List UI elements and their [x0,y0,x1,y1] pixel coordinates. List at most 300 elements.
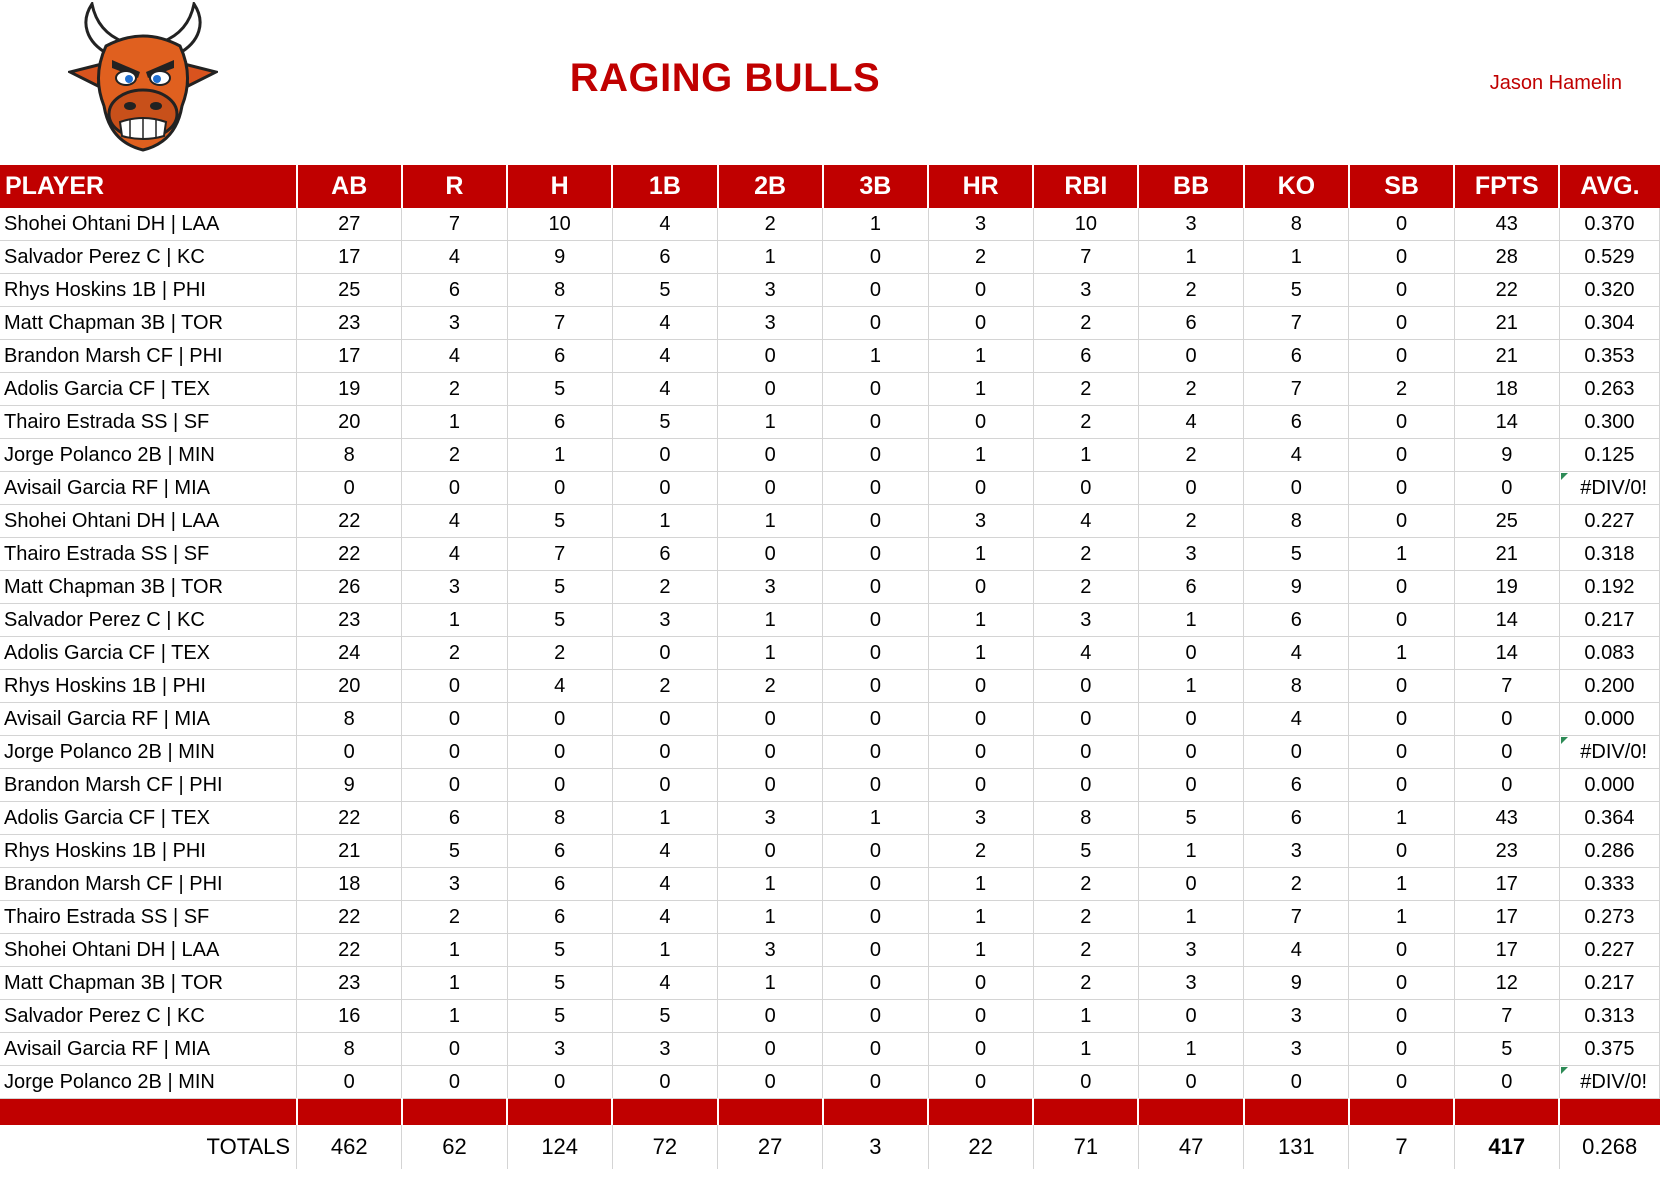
stat-cell-rbi: 2 [1033,901,1138,934]
stat-cell-r: 0 [402,703,507,736]
stat-cell-fpts: 7 [1454,670,1559,703]
stat-cell-ko: 3 [1244,835,1349,868]
stat-cell-bb: 1 [1138,670,1243,703]
stat-cell-bb: 0 [1138,1000,1243,1033]
table-row [0,769,1660,802]
divider-cell [928,1099,1033,1126]
stat-cell-1b: 5 [612,274,717,307]
stat-cell-ab: 22 [297,901,402,934]
stat-cell-sb: 0 [1349,439,1454,472]
stat-cell-h: 1 [507,439,612,472]
stat-cell-h: 10 [507,208,612,241]
stat-cell-r: 4 [402,241,507,274]
stat-cell-bb: 0 [1138,769,1243,802]
divider-cell [718,1099,823,1126]
player-name-cell: Thairo Estrada SS | SF [0,538,297,571]
stat-cell-bb: 2 [1138,439,1243,472]
stat-cell-fpts: 14 [1454,604,1559,637]
stat-cell-3b: 0 [823,868,928,901]
stat-cell-1b: 5 [612,1000,717,1033]
stat-cell-fpts: 12 [1454,967,1559,1000]
stat-cell-rbi: 1 [1033,1000,1138,1033]
total-cell-ab: 462 [297,1125,402,1169]
player-name-cell: Rhys Hoskins 1B | PHI [0,835,297,868]
stat-cell-avg: 0.313 [1559,1000,1659,1033]
stat-cell-1b: 0 [612,736,717,769]
table-row [0,703,1660,736]
stat-cell-fpts: 0 [1454,472,1559,505]
stat-cell-hr: 0 [928,571,1033,604]
stat-cell-rbi: 0 [1033,670,1138,703]
stat-cell-h: 7 [507,307,612,340]
stat-cell-avg: 0.000 [1559,769,1659,802]
stat-cell-rbi: 8 [1033,802,1138,835]
divider-cell [402,1099,507,1126]
stat-cell-3b: 0 [823,505,928,538]
stat-cell-sb: 1 [1349,868,1454,901]
player-name-cell: Rhys Hoskins 1B | PHI [0,274,297,307]
stat-cell-fpts: 0 [1454,769,1559,802]
total-cell-fpts: 417 [1454,1125,1559,1169]
stat-cell-2b: 3 [718,934,823,967]
stat-cell-3b: 1 [823,802,928,835]
total-cell-sb: 7 [1349,1125,1454,1169]
stat-cell-ab: 23 [297,604,402,637]
stat-cell-hr: 3 [928,505,1033,538]
player-name-cell: Jorge Polanco 2B | MIN [0,736,297,769]
stat-cell-2b: 1 [718,241,823,274]
stat-cell-rbi: 4 [1033,637,1138,670]
stat-cell-h: 0 [507,1066,612,1099]
stat-cell-fpts: 0 [1454,703,1559,736]
stat-cell-1b: 5 [612,406,717,439]
player-name-cell: Avisail Garcia RF | MIA [0,1033,297,1066]
stat-cell-2b: 0 [718,340,823,373]
stat-cell-1b: 2 [612,670,717,703]
stat-cell-r: 4 [402,340,507,373]
stat-cell-avg: 0.286 [1559,835,1659,868]
stat-cell-r: 4 [402,538,507,571]
player-name-cell: Matt Chapman 3B | TOR [0,571,297,604]
stat-cell-ko: 0 [1244,1066,1349,1099]
stat-cell-1b: 4 [612,868,717,901]
table-row [0,208,1660,241]
stat-cell-r: 1 [402,934,507,967]
stat-cell-sb: 0 [1349,340,1454,373]
stat-cell-bb: 3 [1138,208,1243,241]
stat-cell-h: 4 [507,670,612,703]
divider-cell [1349,1099,1454,1126]
stat-cell-h: 0 [507,736,612,769]
stat-cell-rbi: 2 [1033,373,1138,406]
stat-cell-ab: 20 [297,406,402,439]
stat-cell-sb: 0 [1349,505,1454,538]
stat-cell-h: 5 [507,373,612,406]
stat-cell-3b: 0 [823,571,928,604]
stat-cell-1b: 3 [612,604,717,637]
stat-cell-hr: 3 [928,802,1033,835]
stat-cell-bb: 0 [1138,472,1243,505]
stat-cell-ko: 3 [1244,1033,1349,1066]
stat-cell-bb: 3 [1138,538,1243,571]
column-header-ab: AB [297,165,402,208]
table-row [0,967,1660,1000]
stat-cell-rbi: 5 [1033,835,1138,868]
stat-cell-avg: 0.125 [1559,439,1659,472]
stat-cell-avg: 0.263 [1559,373,1659,406]
player-name-cell: Shohei Ohtani DH | LAA [0,208,297,241]
stat-cell-fpts: 19 [1454,571,1559,604]
stat-cell-2b: 1 [718,406,823,439]
stat-cell-3b: 0 [823,703,928,736]
stat-cell-1b: 3 [612,1033,717,1066]
stat-cell-bb: 0 [1138,340,1243,373]
stat-cell-hr: 0 [928,670,1033,703]
stat-cell-ab: 0 [297,736,402,769]
stat-cell-1b: 2 [612,571,717,604]
stat-cell-ko: 0 [1244,472,1349,505]
stat-cell-avg: 0.333 [1559,868,1659,901]
table-row [0,472,1660,505]
player-name-cell: Brandon Marsh CF | PHI [0,769,297,802]
stat-cell-3b: 0 [823,1000,928,1033]
sheet-header [0,0,1660,164]
player-name-cell: Salvador Perez C | KC [0,604,297,637]
stat-cell-avg: 0.375 [1559,1033,1659,1066]
stat-cell-2b: 3 [718,274,823,307]
stat-cell-h: 0 [507,472,612,505]
divider-cell [297,1099,402,1126]
stat-cell-bb: 2 [1138,505,1243,538]
column-header-h: H [507,165,612,208]
column-header-rbi: RBI [1033,165,1138,208]
stat-cell-r: 0 [402,736,507,769]
stat-cell-1b: 0 [612,472,717,505]
stat-cell-avg: 0.217 [1559,967,1659,1000]
stat-cell-avg: #DIV/0! [1559,472,1659,505]
stat-cell-fpts: 0 [1454,1066,1559,1099]
stat-cell-3b: 0 [823,736,928,769]
table-row [0,373,1660,406]
stat-cell-sb: 0 [1349,736,1454,769]
stat-cell-h: 5 [507,934,612,967]
player-stats-table [0,165,1660,1169]
stat-cell-h: 0 [507,769,612,802]
stat-cell-avg: 0.370 [1559,208,1659,241]
stat-cell-h: 6 [507,901,612,934]
column-header-ko: KO [1244,165,1349,208]
stat-cell-3b: 0 [823,472,928,505]
stat-cell-sb: 0 [1349,1033,1454,1066]
table-row [0,670,1660,703]
table-row [0,439,1660,472]
stat-cell-fpts: 28 [1454,241,1559,274]
stat-cell-ko: 9 [1244,571,1349,604]
stat-cell-ko: 0 [1244,736,1349,769]
stat-cell-hr: 3 [928,208,1033,241]
stat-cell-2b: 1 [718,604,823,637]
stat-cell-2b: 1 [718,868,823,901]
stat-cell-avg: 0.353 [1559,340,1659,373]
table-row [0,241,1660,274]
total-cell-r: 62 [402,1125,507,1169]
stat-cell-2b: 1 [718,637,823,670]
stat-cell-ko: 9 [1244,967,1349,1000]
stat-cell-fpts: 21 [1454,340,1559,373]
table-row [0,505,1660,538]
stat-cell-ab: 8 [297,1033,402,1066]
stat-cell-fpts: 21 [1454,538,1559,571]
stat-cell-ab: 20 [297,670,402,703]
stat-cell-ab: 21 [297,835,402,868]
stat-cell-avg: 0.083 [1559,637,1659,670]
stat-cell-h: 6 [507,868,612,901]
stat-cell-3b: 0 [823,901,928,934]
stat-cell-1b: 4 [612,901,717,934]
stat-cell-sb: 1 [1349,637,1454,670]
stat-cell-3b: 0 [823,538,928,571]
stat-cell-r: 3 [402,307,507,340]
stat-cell-h: 8 [507,274,612,307]
stat-cell-hr: 1 [928,373,1033,406]
stat-cell-3b: 0 [823,1066,928,1099]
stat-cell-rbi: 1 [1033,439,1138,472]
stat-cell-1b: 4 [612,373,717,406]
table-row [0,406,1660,439]
stat-cell-3b: 0 [823,967,928,1000]
column-header-bb: BB [1138,165,1243,208]
stat-cell-ab: 23 [297,967,402,1000]
team-title: RAGING BULLS [569,56,881,100]
stat-cell-sb: 0 [1349,274,1454,307]
stat-cell-h: 6 [507,340,612,373]
stat-cell-sb: 0 [1349,208,1454,241]
total-cell-rbi: 71 [1033,1125,1138,1169]
stat-cell-sb: 0 [1349,472,1454,505]
stat-cell-2b: 1 [718,967,823,1000]
stat-cell-ab: 22 [297,538,402,571]
stat-cell-3b: 0 [823,604,928,637]
column-header-1b: 1B [612,165,717,208]
stat-cell-h: 5 [507,1000,612,1033]
stat-cell-fpts: 9 [1454,439,1559,472]
stat-cell-2b: 0 [718,1066,823,1099]
owner-name: Jason Hamelin [1489,72,1622,94]
stat-cell-fpts: 43 [1454,208,1559,241]
stat-cell-ab: 22 [297,802,402,835]
column-header-sb: SB [1349,165,1454,208]
stat-cell-avg: #DIV/0! [1559,736,1659,769]
stat-cell-3b: 0 [823,307,928,340]
stat-cell-h: 5 [507,967,612,1000]
table-row [0,1033,1660,1066]
stat-cell-ko: 6 [1244,802,1349,835]
stat-cell-fpts: 22 [1454,274,1559,307]
divider-cell [1244,1099,1349,1126]
stat-cell-r: 6 [402,274,507,307]
stat-cell-h: 6 [507,406,612,439]
divider-cell [823,1099,928,1126]
stat-cell-avg: 0.364 [1559,802,1659,835]
stat-cell-3b: 0 [823,769,928,802]
stat-cell-1b: 0 [612,1066,717,1099]
column-header-r: R [402,165,507,208]
stat-cell-rbi: 4 [1033,505,1138,538]
stat-cell-hr: 1 [928,604,1033,637]
stat-cell-bb: 0 [1138,736,1243,769]
stat-cell-ko: 3 [1244,1000,1349,1033]
table-row [0,274,1660,307]
stat-cell-ko: 8 [1244,208,1349,241]
stat-cell-fpts: 5 [1454,1033,1559,1066]
stat-cell-2b: 2 [718,670,823,703]
stat-cell-h: 8 [507,802,612,835]
player-name-cell: Jorge Polanco 2B | MIN [0,1066,297,1099]
stat-cell-2b: 3 [718,802,823,835]
stat-cell-bb: 6 [1138,307,1243,340]
stat-cell-fpts: 18 [1454,373,1559,406]
stat-cell-2b: 0 [718,373,823,406]
column-header-fpts: FPTS [1454,165,1559,208]
player-name-cell: Thairo Estrada SS | SF [0,406,297,439]
column-header-avg: AVG. [1559,165,1659,208]
stat-cell-avg: 0.300 [1559,406,1659,439]
player-name-cell: Salvador Perez C | KC [0,241,297,274]
stat-cell-fpts: 17 [1454,868,1559,901]
stat-cell-bb: 1 [1138,604,1243,637]
player-name-cell: Shohei Ohtani DH | LAA [0,505,297,538]
table-row [0,604,1660,637]
stat-cell-r: 0 [402,1033,507,1066]
stat-cell-ko: 4 [1244,439,1349,472]
divider-cell [1559,1099,1659,1126]
stat-cell-bb: 4 [1138,406,1243,439]
stat-cell-ab: 23 [297,307,402,340]
stat-cell-ab: 26 [297,571,402,604]
table-row [0,835,1660,868]
stat-cell-r: 2 [402,901,507,934]
stat-cell-ab: 22 [297,934,402,967]
table-row [0,307,1660,340]
stat-cell-avg: 0.273 [1559,901,1659,934]
stat-cell-3b: 0 [823,934,928,967]
stat-cell-ab: 18 [297,868,402,901]
divider-cell [612,1099,717,1126]
stat-cell-2b: 0 [718,703,823,736]
stat-cell-rbi: 0 [1033,1066,1138,1099]
stat-cell-1b: 0 [612,769,717,802]
stat-cell-r: 2 [402,373,507,406]
player-name-cell: Jorge Polanco 2B | MIN [0,439,297,472]
stat-cell-rbi: 2 [1033,307,1138,340]
stat-cell-3b: 0 [823,835,928,868]
stat-cell-fpts: 14 [1454,406,1559,439]
stat-cell-hr: 1 [928,637,1033,670]
stat-cell-avg: 0.000 [1559,703,1659,736]
divider-cell [1138,1099,1243,1126]
stat-cell-hr: 0 [928,736,1033,769]
column-header-3b: 3B [823,165,928,208]
stat-cell-hr: 1 [928,538,1033,571]
stat-cell-rbi: 2 [1033,571,1138,604]
stat-cell-hr: 0 [928,967,1033,1000]
stat-cell-r: 6 [402,802,507,835]
stat-cell-r: 1 [402,967,507,1000]
player-name-cell: Adolis Garcia CF | TEX [0,637,297,670]
table-row [0,802,1660,835]
stat-cell-ab: 8 [297,439,402,472]
stat-cell-1b: 4 [612,835,717,868]
stat-cell-sb: 0 [1349,307,1454,340]
stat-cell-3b: 0 [823,274,928,307]
stat-cell-rbi: 2 [1033,538,1138,571]
stat-cell-r: 3 [402,571,507,604]
stat-cell-bb: 0 [1138,868,1243,901]
stat-cell-3b: 0 [823,241,928,274]
stat-cell-r: 3 [402,868,507,901]
stat-cell-h: 0 [507,703,612,736]
total-cell-hr: 22 [928,1125,1033,1169]
stat-cell-rbi: 3 [1033,274,1138,307]
stat-cell-sb: 0 [1349,1066,1454,1099]
stat-cell-1b: 1 [612,934,717,967]
stat-cell-h: 9 [507,241,612,274]
player-name-cell: Salvador Perez C | KC [0,1000,297,1033]
stat-cell-2b: 0 [718,472,823,505]
player-name-cell: Shohei Ohtani DH | LAA [0,934,297,967]
stat-cell-r: 0 [402,1066,507,1099]
stat-cell-3b: 0 [823,670,928,703]
stat-cell-avg: 0.318 [1559,538,1659,571]
stat-cell-hr: 1 [928,901,1033,934]
stat-cell-hr: 0 [928,1033,1033,1066]
stat-cell-fpts: 14 [1454,637,1559,670]
stat-cell-hr: 0 [928,274,1033,307]
stat-cell-fpts: 23 [1454,835,1559,868]
table-header-row [0,165,1660,208]
stat-cell-sb: 0 [1349,835,1454,868]
player-name-cell: Brandon Marsh CF | PHI [0,340,297,373]
stat-cell-fpts: 17 [1454,901,1559,934]
total-cell-2b: 27 [718,1125,823,1169]
stat-cell-1b: 1 [612,505,717,538]
stat-cell-1b: 1 [612,802,717,835]
stat-cell-avg: 0.192 [1559,571,1659,604]
stat-cell-sb: 0 [1349,1000,1454,1033]
stat-cell-2b: 0 [718,1033,823,1066]
stat-cell-bb: 3 [1138,967,1243,1000]
stat-cell-2b: 1 [718,505,823,538]
stat-cell-sb: 0 [1349,703,1454,736]
stat-cell-2b: 1 [718,901,823,934]
stat-cell-ko: 4 [1244,637,1349,670]
total-cell-bb: 47 [1138,1125,1243,1169]
stat-cell-sb: 0 [1349,934,1454,967]
stat-cell-ko: 2 [1244,868,1349,901]
stat-cell-3b: 0 [823,439,928,472]
stat-cell-ko: 7 [1244,901,1349,934]
stat-cell-fpts: 21 [1454,307,1559,340]
stat-cell-h: 5 [507,604,612,637]
stat-cell-bb: 3 [1138,934,1243,967]
divider-cell [507,1099,612,1126]
stat-cell-r: 4 [402,505,507,538]
stat-cell-avg: 0.227 [1559,934,1659,967]
stat-cell-r: 7 [402,208,507,241]
stat-cell-sb: 1 [1349,538,1454,571]
stat-cell-hr: 0 [928,703,1033,736]
stat-cell-sb: 0 [1349,604,1454,637]
